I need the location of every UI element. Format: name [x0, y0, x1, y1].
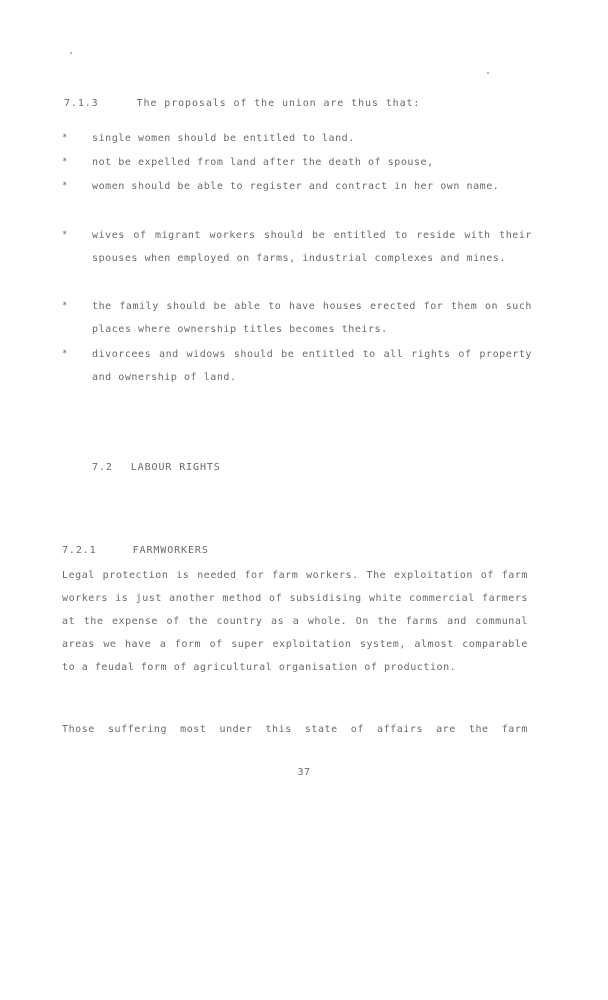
section-title: FARMWORKERS	[132, 545, 209, 556]
section-number: 7.2.1	[62, 545, 97, 556]
section-title: LABOUR RIGHTS	[130, 462, 221, 473]
bullet-mark: *	[62, 301, 68, 311]
section-heading-7-2-1	[62, 545, 209, 556]
bullet-mark: *	[62, 157, 68, 167]
body-paragraph: Those suffering most under this state of affairs are the farm	[62, 724, 528, 735]
bullet-mark: *	[62, 230, 68, 240]
page-number: 37	[297, 767, 311, 778]
list-item-text: not be expelled from land after the death of spouse,	[92, 157, 434, 168]
list-item-text: the family should be able to have houses erected for them on such places where ownership titles becomes theirs.	[92, 301, 532, 335]
bullet-mark: *	[62, 349, 68, 359]
bullet-mark: *	[62, 133, 68, 143]
list-item-text: wives of migrant workers should be entitled to reside with their spouses when employed on farms, industrial complexes and mines.	[92, 230, 532, 264]
section-heading-7-2	[92, 462, 221, 473]
section-heading-7-1-3	[64, 98, 420, 109]
list-item-text: divorcees and widows should be entitled to all rights of property and ownership of land.	[92, 349, 532, 383]
section-number: 7.1.3	[64, 98, 99, 109]
section-title: The proposals of the union are thus that:	[136, 98, 421, 109]
body-paragraph: Legal protection is needed for farm workers. The exploitation of farm workers is just another method of subsidising white commercial farmers at the expense of the country as a whole. On the farms and communal areas we have a form of super exploitation system, almost comparable to a feudal form of agricultural organisation of production.	[62, 570, 528, 673]
list-item-text: women should be able to register and contract in her own name.	[92, 181, 500, 192]
bullet-mark: *	[62, 181, 68, 191]
section-number: 7.2	[92, 462, 113, 473]
list-item-text: single women should be entitled to land.	[92, 133, 355, 144]
scan-speck	[487, 72, 489, 74]
scan-speck	[70, 52, 72, 54]
